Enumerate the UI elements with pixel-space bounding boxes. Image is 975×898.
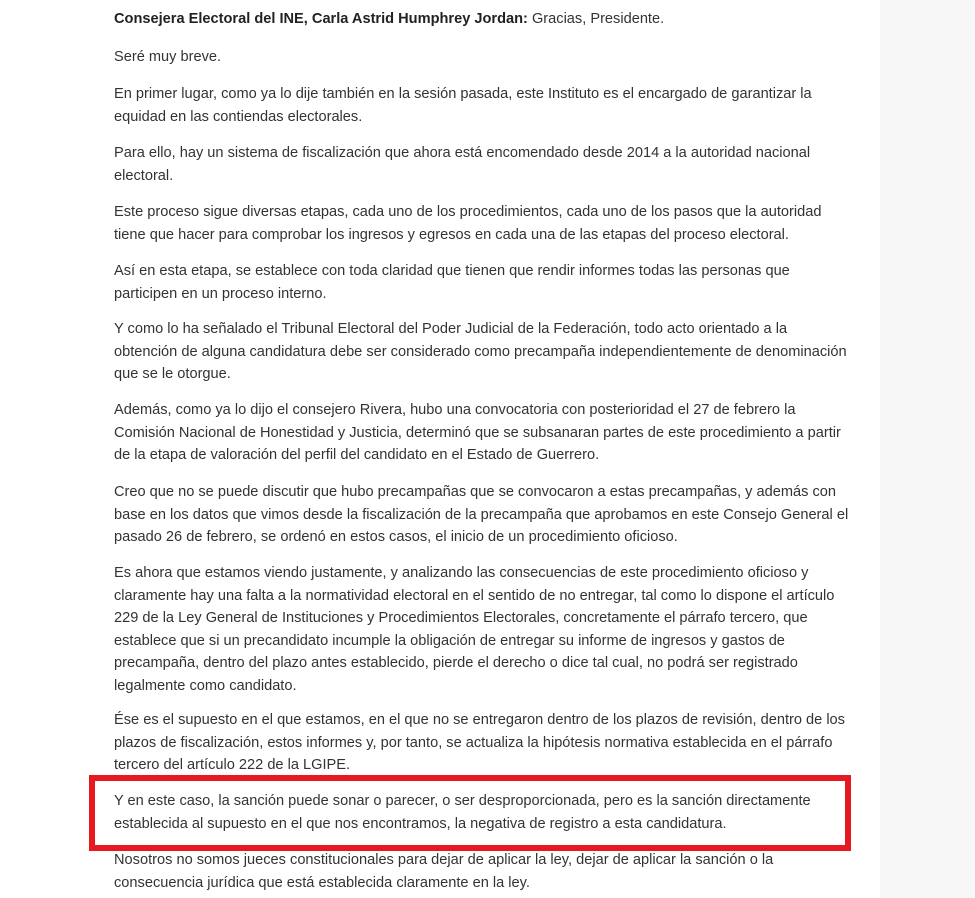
right-sidebar-panel <box>880 0 975 898</box>
red-highlight-box <box>89 775 851 851</box>
paragraph: Y como lo ha señalado el Tribunal Electoral del Poder Judicial de la Federación, todo acto orientado a la obtención de alguna candidatura debe ser considerado como precampaña independientemente de denominación que se le otorgue. <box>114 321 847 382</box>
paragraph: Así en esta etapa, se establece con toda claridad que tienen que rendir informes todas las personas que participen en un proceso interno. <box>114 263 790 302</box>
paragraph-text: Gracias, Presidente. <box>527 11 665 27</box>
paragraph: Creo que no se puede discutir que hubo precampañas que se convocaron a estas precampañas, y además con base en los datos que vimos desde la fiscalización de la precampaña que aprobamos en este Consejo General el pasado 26 de febrero, se ordenó en estos casos, el inicio de un procedimiento oficioso. <box>114 484 849 545</box>
paragraph: Seré muy breve. <box>114 49 222 65</box>
paragraph: Para ello, hay un sistema de fiscalización que ahora está encomendado desde 2014 a la autoridad nacional electoral. <box>114 145 811 184</box>
speaker-paragraph <box>114 8 854 31</box>
paragraph: Además, como ya lo dijo el consejero Rivera, hubo una convocatoria con posterioridad el 27 de febrero la Comisión Nacional de Honestidad y Justicia, determinó que se subsanaran partes de este procedimiento a partir de la etapa de valoración del perfil del candidato en el Estado de Guerrero. <box>114 402 841 463</box>
paragraph: Este proceso sigue diversas etapas, cada uno de los procedimientos, cada uno de los pasos que la autoridad tiene que hacer para comprobar los ingresos y egresos en cada una de las etapas del proceso electoral. <box>114 204 822 243</box>
paragraph: En primer lugar, como ya lo dije también en la sesión pasada, este Instituto es el encargado de garantizar la equidad en las contiendas electorales. <box>114 86 812 125</box>
highlighted-paragraph: Y en este caso, la sanción puede sonar o parecer, o ser desproporcionada, pero es la sanción directamente establecida al supuesto en el que nos encontramos, la negativa de registro a esta candidatura. <box>114 793 811 832</box>
paragraph: Ése es el supuesto en el que estamos, en el que no se entregaron dentro de los plazos de revisión, dentro de los plazos de fiscalización, estos informes y, por tanto, se actualiza la hipótesis normativa establecida en el párrafo tercero del artículo 222 de la LGIPE. <box>114 712 845 773</box>
paragraph: Es ahora que estamos viendo justamente, y analizando las consecuencias de este procedimiento oficioso y claramente hay una falta a la normatividad electoral en el sentido de no entregar, tal como lo dispone el artículo 229 de la Ley General de Instituciones y Procedimientos Electorales, concretamente el párrafo tercero, que establece que si un precandidato incumple la obligación de entregar su informe de ingresos y gastos de precampaña, dentro del plazo antes establecido, pierde el derecho o dice tal cual, no podrá ser registrado legalmente como candidato. <box>114 565 835 694</box>
paragraph: Nosotros no somos jueces constitucionales para dejar de aplicar la ley, dejar de aplicar la sanción o la consecuencia jurídica que está establecida claramente en la ley. <box>114 852 774 891</box>
speaker-name: Consejera Electoral del INE, Carla Astrid Humphrey Jordan: <box>114 11 528 27</box>
